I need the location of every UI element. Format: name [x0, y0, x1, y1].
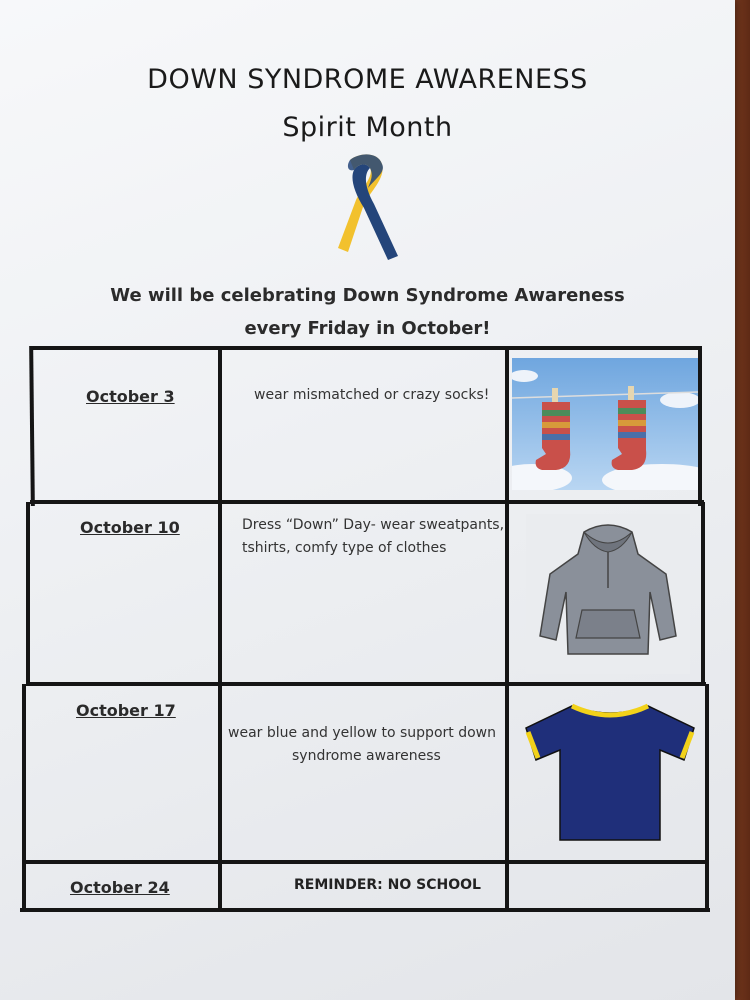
activity-description-line2: tshirts, comfy type of clothes	[242, 540, 447, 556]
no-school-reminder: REMINDER: NO SCHOOL	[294, 877, 481, 893]
column-divider	[505, 346, 509, 912]
table-border-bottom	[20, 908, 710, 912]
activity-description-line1: wear blue and yellow to support down	[228, 725, 496, 741]
flyer-subtitle: Spirit Month	[282, 112, 453, 143]
activity-description-line2: syndrome awareness	[292, 748, 441, 764]
table-border-left	[29, 346, 35, 506]
date-october-24: October 24	[70, 878, 170, 897]
tshirt-image	[524, 702, 696, 842]
table-border-right	[698, 346, 702, 506]
activity-description-line1: Dress “Down” Day- wear sweatpants,	[242, 517, 505, 533]
date-october-10: October 10	[80, 518, 180, 537]
table-border-right	[701, 502, 705, 686]
intro-line-2: every Friday in October!	[244, 318, 491, 339]
table-border-top	[30, 346, 702, 350]
date-october-3: October 3	[86, 387, 175, 406]
intro-line-1: We will be celebrating Down Syndrome Awareness	[110, 285, 625, 306]
date-october-17: October 17	[76, 701, 176, 720]
row-divider	[26, 682, 706, 686]
activity-description: wear mismatched or crazy socks!	[254, 387, 490, 403]
socks-image	[512, 358, 698, 490]
flyer-title: DOWN SYNDROME AWARENESS	[147, 64, 588, 95]
hoodie-image	[526, 514, 690, 674]
column-divider	[218, 346, 222, 912]
table-border-left	[26, 502, 30, 686]
row-divider	[22, 860, 708, 864]
table-border-right	[705, 684, 709, 912]
row-divider	[30, 500, 704, 504]
table-border-left	[22, 684, 26, 912]
